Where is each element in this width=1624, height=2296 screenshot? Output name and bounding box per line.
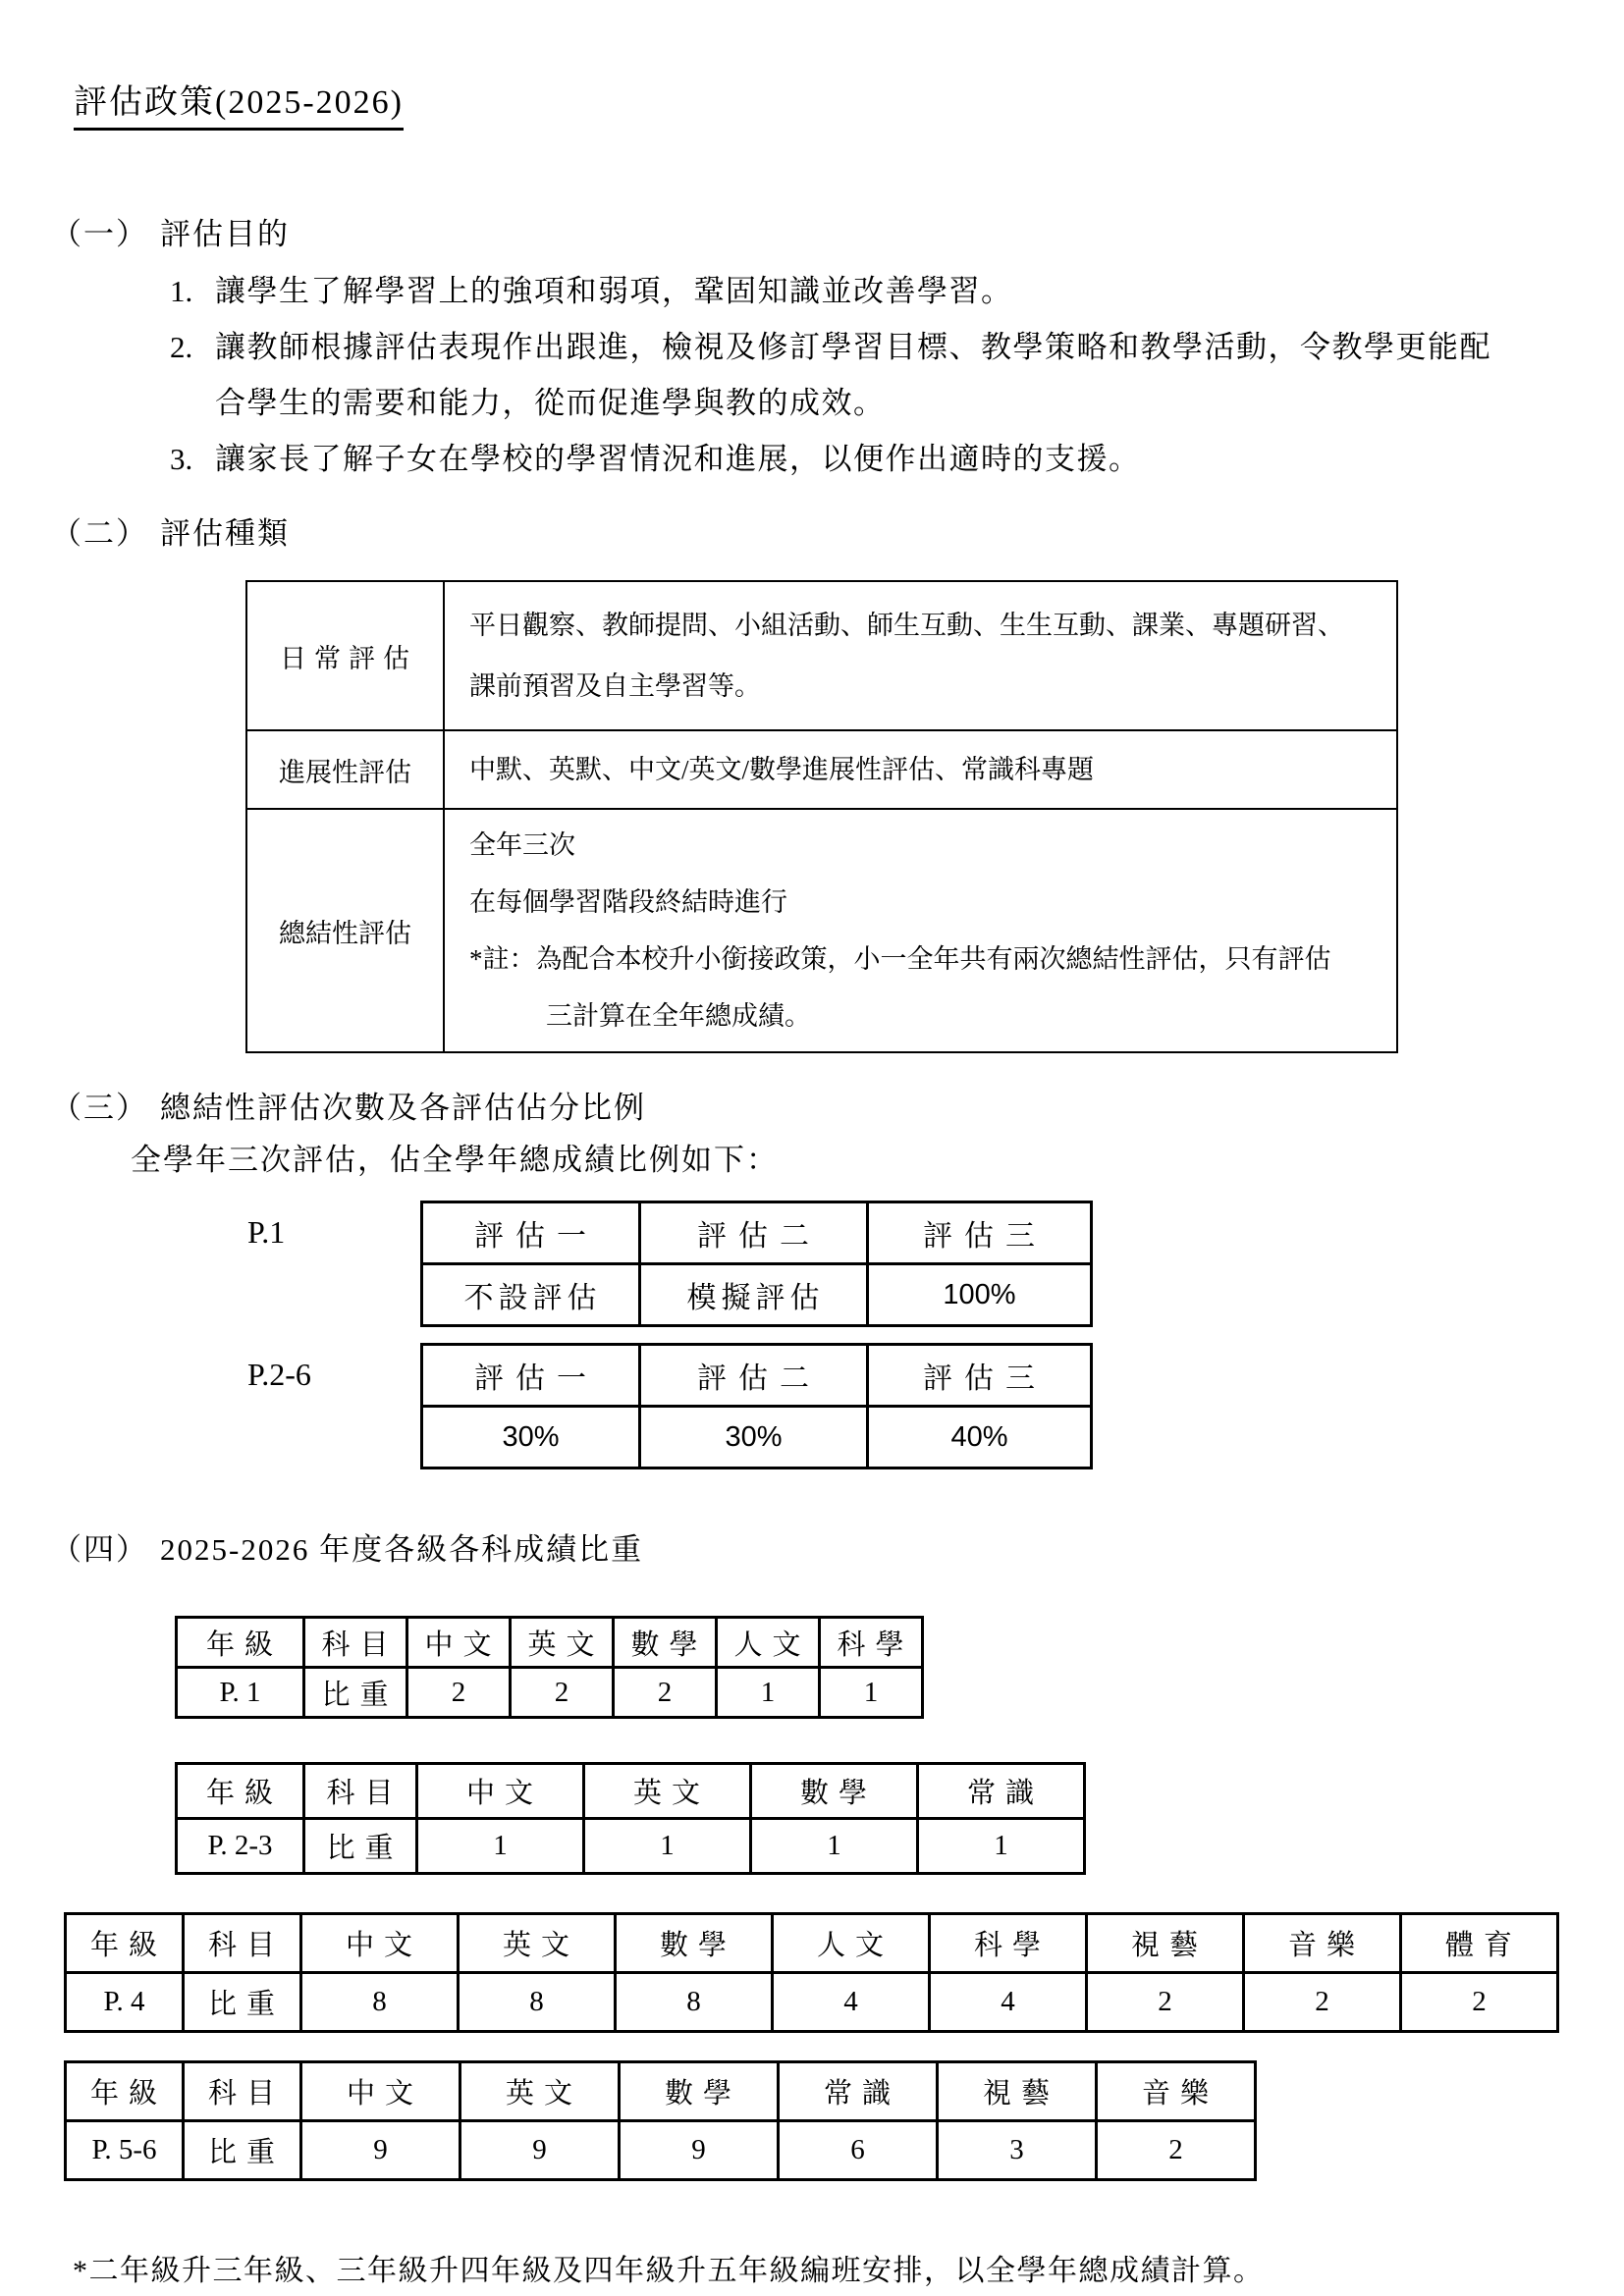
p26-ratio-table bbox=[420, 1343, 1093, 1469]
table-data-row bbox=[177, 1819, 1085, 1874]
header-cell: 評估一 bbox=[422, 1345, 640, 1407]
table-row-progressive bbox=[246, 730, 1397, 809]
data-cell: 6 bbox=[779, 2121, 938, 2180]
data-cell: P. 1 bbox=[177, 1668, 304, 1718]
data-cell: 30% bbox=[640, 1407, 868, 1468]
data-cell: P. 4 bbox=[66, 1973, 184, 2032]
header-cell: 科學 bbox=[930, 1914, 1087, 1973]
section-number: （二） bbox=[51, 516, 148, 551]
section-number: （四） bbox=[51, 1532, 148, 1567]
header-cell: 科目 bbox=[184, 1914, 301, 1973]
table-row-summative bbox=[246, 809, 1397, 1052]
data-cell: 1 bbox=[918, 1819, 1085, 1874]
data-cell: 30% bbox=[422, 1407, 640, 1468]
weights-table-p4 bbox=[64, 1912, 1559, 2033]
list-item-number: 3. bbox=[170, 442, 193, 476]
row-content bbox=[444, 581, 1397, 730]
data-cell: 1 bbox=[820, 1668, 923, 1718]
section-title: 2025-2026 年度各級各科成績比重 bbox=[160, 1532, 644, 1567]
header-cell: 數學 bbox=[620, 2062, 779, 2121]
header-cell: 中文 bbox=[407, 1618, 511, 1668]
header-cell: 中文 bbox=[417, 1764, 584, 1819]
text-line: 平日觀察、教師提問、小組活動、師生互動、生生互動、課業、專題研習、 bbox=[469, 611, 1344, 640]
page-title: 評估政策(2025-2026) bbox=[74, 75, 404, 131]
data-cell: 不設評估 bbox=[422, 1264, 640, 1326]
header-cell: 中文 bbox=[301, 2062, 460, 2121]
section-title: 評估種類 bbox=[160, 516, 290, 551]
header-cell: 年級 bbox=[177, 1618, 304, 1668]
section-number: （三） bbox=[51, 1091, 148, 1125]
table-data-row bbox=[422, 1407, 1092, 1468]
section-types-heading bbox=[51, 508, 1624, 553]
data-cell: P. 5-6 bbox=[66, 2121, 184, 2180]
table-data-row bbox=[66, 1973, 1558, 2032]
section-number: （一） bbox=[51, 217, 148, 251]
data-cell: P. 2-3 bbox=[177, 1819, 304, 1874]
list-item-text: 讓家長了解子女在學校的學習情況和進展，以便作出適時的支援。 bbox=[215, 442, 1141, 476]
header-cell: 音樂 bbox=[1097, 2062, 1256, 2121]
p1-ratio-table bbox=[420, 1201, 1093, 1327]
section-purpose-heading bbox=[51, 209, 1624, 253]
table-data-row bbox=[177, 1668, 923, 1718]
weights-table-p1 bbox=[175, 1616, 924, 1719]
table-data-row bbox=[66, 2121, 1256, 2180]
p26-ratio-block bbox=[247, 1343, 1624, 1469]
data-cell: 比重 bbox=[184, 2121, 301, 2180]
list-item bbox=[170, 263, 1624, 319]
list-item bbox=[170, 319, 1624, 431]
purpose-list bbox=[170, 263, 1624, 487]
row-label: 日常評估 bbox=[246, 581, 444, 730]
data-cell: 4 bbox=[773, 1973, 930, 2032]
data-cell: 比重 bbox=[304, 1668, 407, 1718]
data-cell: 2 bbox=[511, 1668, 614, 1718]
header-cell: 體育 bbox=[1401, 1914, 1558, 1973]
row-content bbox=[444, 809, 1397, 1052]
data-cell: 2 bbox=[1097, 2121, 1256, 2180]
data-cell: 比重 bbox=[304, 1819, 417, 1874]
row-label: 進展性評估 bbox=[246, 730, 444, 809]
data-cell: 1 bbox=[584, 1819, 751, 1874]
header-cell: 數學 bbox=[614, 1618, 717, 1668]
data-cell: 8 bbox=[616, 1973, 773, 2032]
header-cell: 常識 bbox=[918, 1764, 1085, 1819]
data-cell: 比重 bbox=[184, 1973, 301, 2032]
text-line: 三計算在全年總成績。 bbox=[546, 1001, 811, 1031]
header-cell: 年級 bbox=[66, 1914, 184, 1973]
row-content bbox=[444, 730, 1397, 809]
header-cell: 評估二 bbox=[640, 1345, 868, 1407]
header-cell: 視藝 bbox=[1087, 1914, 1244, 1973]
text-line: 中默、英默、中文/英文/數學進展性評估、常識科專題 bbox=[469, 755, 1095, 784]
header-cell: 評估二 bbox=[640, 1202, 868, 1264]
p1-ratio-block bbox=[247, 1201, 1624, 1327]
data-cell: 9 bbox=[301, 2121, 460, 2180]
data-cell: 8 bbox=[301, 1973, 459, 2032]
header-cell: 視藝 bbox=[938, 2062, 1097, 2121]
header-cell: 常識 bbox=[779, 2062, 938, 2121]
header-cell: 人文 bbox=[773, 1914, 930, 1973]
header-cell: 科目 bbox=[304, 1618, 407, 1668]
grade-label: P.1 bbox=[247, 1214, 286, 1250]
grade-label: P.2-6 bbox=[247, 1357, 311, 1392]
header-cell: 英文 bbox=[584, 1764, 751, 1819]
data-cell: 2 bbox=[1087, 1973, 1244, 2032]
data-cell: 1 bbox=[751, 1819, 918, 1874]
table-data-row bbox=[422, 1264, 1092, 1326]
list-item bbox=[170, 431, 1624, 487]
section-title: 評估目的 bbox=[160, 217, 290, 251]
weights-table-p56 bbox=[64, 2060, 1257, 2181]
data-cell: 4 bbox=[930, 1973, 1087, 2032]
header-cell: 音樂 bbox=[1244, 1914, 1401, 1973]
header-cell: 年級 bbox=[66, 2062, 184, 2121]
data-cell: 模擬評估 bbox=[640, 1264, 868, 1326]
list-item-number: 2. bbox=[170, 330, 193, 364]
list-item-text: 讓教師根據評估表現作出跟進，檢視及修訂學習目標、教學策略和教學活動，令教學更能配合學生的需要和能力，從而促進學與教的成效。 bbox=[215, 330, 1491, 420]
text-line: 在每個學習階段終結時進行 bbox=[469, 887, 787, 917]
header-cell: 人文 bbox=[717, 1618, 820, 1668]
data-cell: 9 bbox=[460, 2121, 620, 2180]
text-line: 全年三次 bbox=[469, 830, 575, 860]
ratio-subtitle: 全學年三次評估，佔全學年總成績比例如下： bbox=[131, 1143, 779, 1177]
header-cell: 評估三 bbox=[868, 1202, 1092, 1264]
row-label: 總結性評估 bbox=[246, 809, 444, 1052]
table-header-row bbox=[177, 1764, 1085, 1819]
table-header-row bbox=[422, 1345, 1092, 1407]
assessment-types-table bbox=[245, 580, 1398, 1053]
table-header-row bbox=[66, 1914, 1558, 1973]
section-weights-heading bbox=[51, 1524, 1624, 1569]
header-cell: 評估三 bbox=[868, 1345, 1092, 1407]
table-header-row bbox=[66, 2062, 1256, 2121]
data-cell: 2 bbox=[1244, 1973, 1401, 2032]
data-cell: 9 bbox=[620, 2121, 779, 2180]
weights-table-p23 bbox=[175, 1762, 1086, 1875]
data-cell: 100% bbox=[868, 1264, 1092, 1326]
table-row-daily bbox=[246, 581, 1397, 730]
header-cell: 中文 bbox=[301, 1914, 459, 1973]
header-cell: 科目 bbox=[184, 2062, 301, 2121]
header-cell: 數學 bbox=[751, 1764, 918, 1819]
header-cell: 英文 bbox=[460, 2062, 620, 2121]
data-cell: 40% bbox=[868, 1407, 1092, 1468]
table-header-row bbox=[177, 1618, 923, 1668]
footnote: *二年級升三年級、三年級升四年級及四年級升五年級編班安排，以全學年總成績計算。 bbox=[73, 2255, 1265, 2287]
data-cell: 2 bbox=[614, 1668, 717, 1718]
data-cell: 3 bbox=[938, 2121, 1097, 2180]
header-cell: 英文 bbox=[511, 1618, 614, 1668]
header-cell: 年級 bbox=[177, 1764, 304, 1819]
header-cell: 科學 bbox=[820, 1618, 923, 1668]
header-cell: 英文 bbox=[459, 1914, 616, 1973]
header-cell: 數學 bbox=[616, 1914, 773, 1973]
section-ratio-heading bbox=[51, 1083, 1624, 1127]
data-cell: 1 bbox=[717, 1668, 820, 1718]
data-cell: 1 bbox=[417, 1819, 584, 1874]
header-cell: 評估一 bbox=[422, 1202, 640, 1264]
text-line: 課前預習及自主學習等。 bbox=[469, 671, 761, 701]
data-cell: 2 bbox=[407, 1668, 511, 1718]
header-cell: 科目 bbox=[304, 1764, 417, 1819]
list-item-text: 讓學生了解學習上的強項和弱項，鞏固知識並改善學習。 bbox=[215, 274, 1013, 308]
table-header-row bbox=[422, 1202, 1092, 1264]
section-title: 總結性評估次數及各評估佔分比例 bbox=[160, 1091, 646, 1125]
data-cell: 2 bbox=[1401, 1973, 1558, 2032]
list-item-number: 1. bbox=[170, 274, 193, 308]
text-line: *註：為配合本校升小銜接政策，小一全年共有兩次總結性評估，只有評估 bbox=[469, 944, 1331, 974]
data-cell: 8 bbox=[459, 1973, 616, 2032]
